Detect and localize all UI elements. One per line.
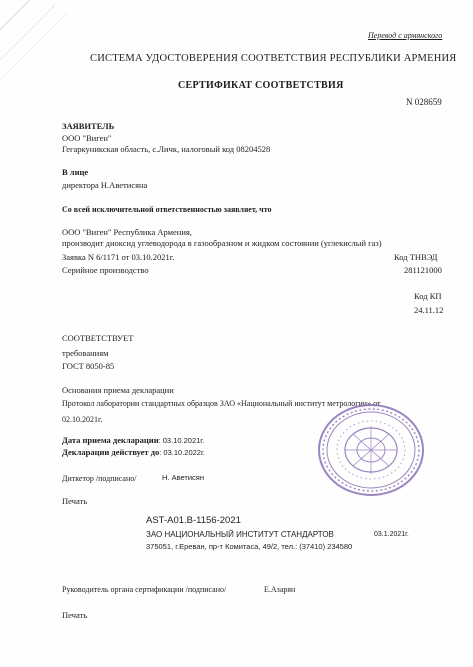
conformity-standard: ГОСТ 8050-85 — [62, 361, 115, 371]
director-signature-name: Н. Аветисян — [162, 473, 204, 482]
head-signature-label: Руководитель органа сертификации /подписано/ — [62, 585, 227, 594]
tnved-label: Код ТНВЭД — [394, 252, 438, 262]
basis-line-1: Протокол лаборатории стандартных образцов ЗАО «Национальный институт метрологии» от — [62, 399, 381, 408]
valid-until-label: Декларации действует до — [62, 447, 160, 457]
translation-note: Перевод с армянского — [368, 31, 443, 40]
registration-date: 03.1.2021г. — [374, 531, 409, 538]
basis-line-2: 02.10.2021г. — [62, 415, 103, 424]
applicant-name: ООО "Виген" — [62, 133, 112, 143]
official-seal-stamp — [316, 402, 426, 498]
valid-until-date — [62, 448, 205, 458]
certificate-number: N 028659 — [406, 97, 442, 107]
application-number: Заявка N 6/1171 от 03.10.2021г. — [62, 252, 175, 262]
conformity-requirements: требованиям — [62, 348, 109, 358]
basis-heading: Основания приема декларации — [62, 385, 174, 395]
director-signature-label: Диткетор /подписано/ — [62, 474, 137, 483]
stamp-label-2: Печать — [62, 610, 88, 620]
representative-person: директора Н.Аветисяна — [62, 180, 148, 190]
registration-org: ЗАО НАЦИОНАЛЬНЫЙ ИНСТИТУТ СТАНДАРТОВ — [146, 530, 334, 539]
conformity-heading: СООТВЕТСТВУЕТ — [62, 333, 134, 343]
system-title: СИСТЕМА УДОСТОВЕРЕНИЯ СООТВЕТСТВИЯ РЕСПУБЛИКИ АРМЕНИЯ — [90, 53, 457, 64]
representative-heading: В лице — [62, 167, 89, 177]
acceptance-date-label: Дата приема декларации — [62, 435, 159, 445]
acceptance-date-value: : 03.10.2021г. — [158, 436, 205, 445]
valid-until-value: : 03.10.2022г. — [159, 448, 205, 457]
applicant-heading: ЗАЯВИТЕЛЬ — [62, 121, 115, 131]
scan-corner-artifact — [0, 0, 70, 80]
certificate-title: СЕРТИФИКАТ СООТВЕТСТВИЯ — [178, 80, 344, 91]
kp-label: Код КП — [414, 291, 442, 301]
registration-code: AST-A01.B-1156-2021 — [146, 515, 241, 526]
declaration-line-2: производит диоксид углеводорода в газообразном и жидком состоянии (углекислый газ) — [62, 238, 382, 248]
tnved-code: 281121000 — [404, 265, 442, 275]
applicant-address: Гегаркуникская область, с.Личк, налоговый код 08204528 — [62, 144, 271, 154]
stamp-label-1: Печать — [62, 496, 88, 506]
serial-production: Серийное производство — [62, 265, 149, 275]
registration-address: 375051, г.Ереван, пр-т Комитаса, 49/2, тел.: (37410) 234580 — [146, 542, 353, 551]
kp-value: 24.11.12 — [414, 305, 444, 315]
acceptance-date — [62, 436, 204, 446]
declaration-statement: Со всей исключительной ответственностью заявляет, что — [62, 205, 272, 214]
head-signature-name: Е.Азарян — [264, 585, 296, 594]
declaration-line-1: ООО "Виген" Республика Армения, — [62, 227, 192, 237]
